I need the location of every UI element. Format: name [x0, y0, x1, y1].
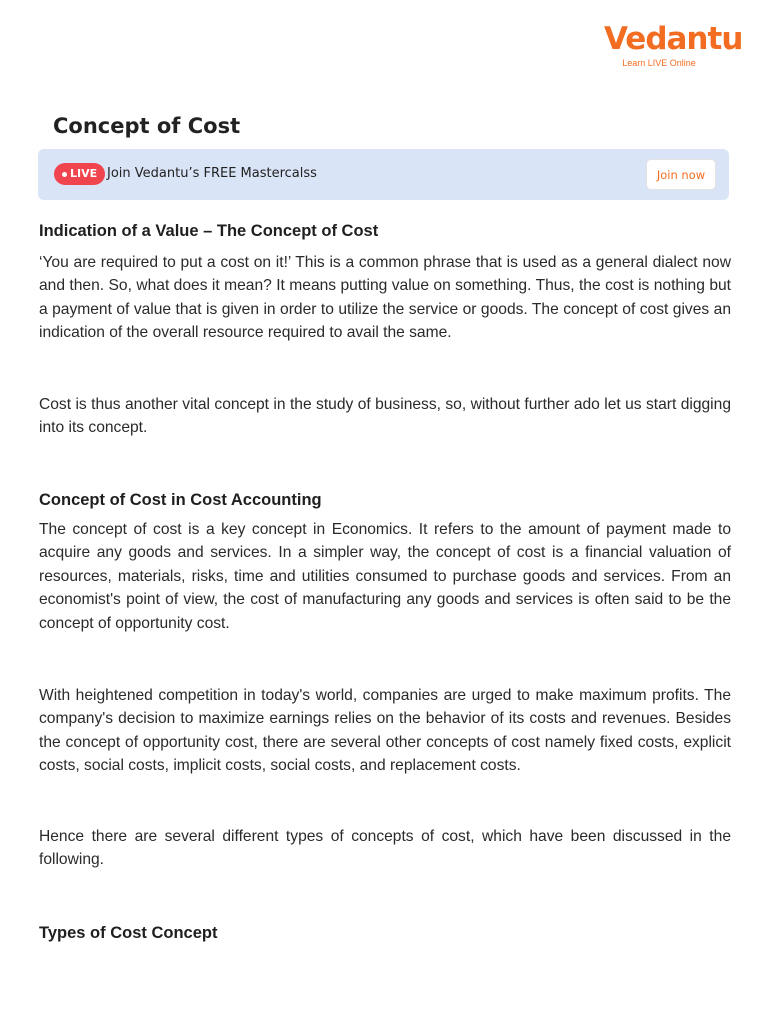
section-heading-cost-accounting: Concept of Cost in Cost Accounting — [39, 491, 322, 509]
live-dot-icon — [62, 172, 67, 177]
logo-tagline: Learn LIVE Online — [622, 58, 696, 68]
masterclass-banner — [38, 149, 729, 200]
join-now-button[interactable]: Join now — [646, 159, 716, 190]
page-title: Concept of Cost — [53, 114, 241, 138]
banner-text: Join Vedantu’s FREE Mastercalss — [107, 166, 317, 181]
paragraph-competition: With heightened competition in today's world, companies are urged to make maximum profits. The company's decision to maximize earnings relies on the behavior of its costs and revenues. Besides the concept of opportunity cost, there are several other concepts of cost namely fixed costs, explicit costs, social costs, implicit costs, social costs, and replacement costs. — [39, 687, 731, 775]
paragraph-vital-concept: Cost is thus another vital concept in the study of business, so, without further ado let us start digging into its concept. — [39, 396, 731, 437]
live-badge — [54, 163, 105, 185]
paragraph-key-concept: The concept of cost is a key concept in Economics. It refers to the amount of payment made to acquire any goods and services. In a simpler way, the concept of cost is a financial valuation of resources, materials, risks, time and utilities consumed to purchase goods and services. From an economist's point of view, the cost of manufacturing any goods and services is often said to be the concept of opportunity cost. — [39, 521, 731, 632]
paragraph-intro: ‘You are required to put a cost on it!’ This is a common phrase that is used as a general dialect now and then. So, what does it mean? It means putting value on something. Thus, the cost is nothing but a payment of value that is given in order to utilize the service or goods. The concept of cost gives an indication of the overall resource required to avail the same. — [39, 254, 731, 342]
section-heading-types: Types of Cost Concept — [39, 924, 218, 942]
logo-wordmark: Vedantu — [604, 21, 743, 57]
vedantu-logo[interactable] — [604, 21, 743, 68]
paragraph-types-intro: Hence there are several different types of concepts of cost, which have been discussed in the following. — [39, 828, 731, 869]
section-heading-value: Indication of a Value – The Concept of Cost — [39, 222, 379, 240]
live-badge-label: LIVE — [70, 167, 98, 180]
